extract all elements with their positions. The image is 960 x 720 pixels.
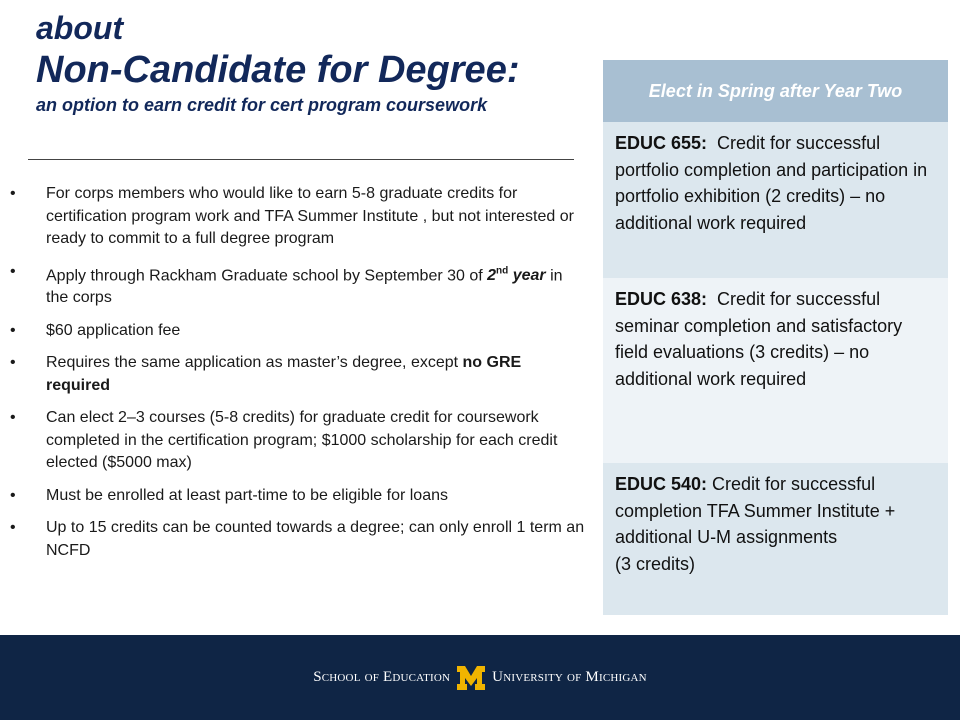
- bullet-dot-icon: •: [10, 354, 16, 372]
- course-row: [603, 278, 948, 463]
- bullet-item: [10, 485, 585, 508]
- bullet-dot-icon: •: [10, 185, 16, 202]
- bullet-item: [10, 407, 585, 475]
- course-credits: (3 credits): [615, 553, 696, 574]
- page-title: Non-Candidate for Degree:: [36, 49, 520, 91]
- bullet-text: in the corps: [46, 266, 563, 307]
- bullet-list: [10, 183, 585, 572]
- course-description: Credit for successful completion TFA Summer Institute + additional U-M assignments: [615, 474, 901, 547]
- bullet-strong: no GRE required: [46, 354, 522, 394]
- footer-school-name: School of Education: [313, 669, 451, 685]
- bullet-item: [10, 261, 585, 310]
- bullet-text: $60 application fee: [46, 321, 181, 339]
- title-block: [36, 10, 581, 118]
- title-divider: [28, 159, 574, 160]
- bullet-text: Apply through Rackham Graduate school by September 30 of: [46, 266, 488, 284]
- course-description: Credit for successful portfolio completion and participation in portfolio exhibition (2 credits) – no additional work required: [615, 133, 933, 233]
- bullet-dot-icon: •: [10, 262, 16, 280]
- bullet-item: [10, 320, 585, 343]
- bullet-dot-icon: •: [10, 486, 16, 504]
- footer-logo: [0, 635, 960, 720]
- footer-bar: [0, 635, 960, 720]
- bullet-item: [10, 183, 585, 251]
- bullet-text: Can elect 2–3 courses (5-8 credits) for graduate credit for coursework completed in the certification program; $1000 scholarship for each credit elected ($5000 max): [46, 409, 558, 472]
- bullet-item: [10, 517, 585, 562]
- course-description: Credit for successful seminar completion and satisfactory field evaluations (3 credits) – no additional work required: [615, 289, 908, 389]
- bullet-text: For corps members who would like to earn 5-8 graduate credits for certification program work and TFA Summer Institute , but not interested or ready to commit to a full degree program: [46, 185, 574, 247]
- bullet-item: [10, 352, 585, 397]
- bullet-dot-icon: •: [10, 409, 16, 427]
- course-table-header: Elect in Spring after Year Two: [603, 60, 948, 122]
- bullet-dot-icon: •: [10, 321, 16, 339]
- bullet-text: Requires the same application as master’s degree, except: [46, 354, 463, 372]
- course-code: EDUC 638:: [615, 289, 708, 309]
- course-table: [603, 60, 948, 615]
- course-row: [603, 463, 948, 615]
- course-row: [603, 122, 948, 278]
- bullet-emphasis: 2: [487, 266, 497, 284]
- title-about: about: [36, 10, 124, 46]
- page-subtitle: an option to earn credit for cert program coursework: [36, 95, 488, 115]
- bullet-superscript: nd: [496, 265, 509, 277]
- bullet-text: Up to 15 credits can be counted towards a degree; can only enroll 1 term an NCFD: [46, 519, 585, 559]
- footer-university-name: University of Michigan: [492, 669, 647, 685]
- course-code: EDUC 655:: [615, 133, 708, 153]
- course-code: EDUC 540:: [615, 474, 708, 494]
- bullet-emphasis: year: [508, 266, 546, 284]
- block-m-icon: [456, 664, 486, 692]
- bullet-text: Must be enrolled at least part-time to be eligible for loans: [46, 486, 448, 504]
- bullet-dot-icon: •: [10, 519, 16, 537]
